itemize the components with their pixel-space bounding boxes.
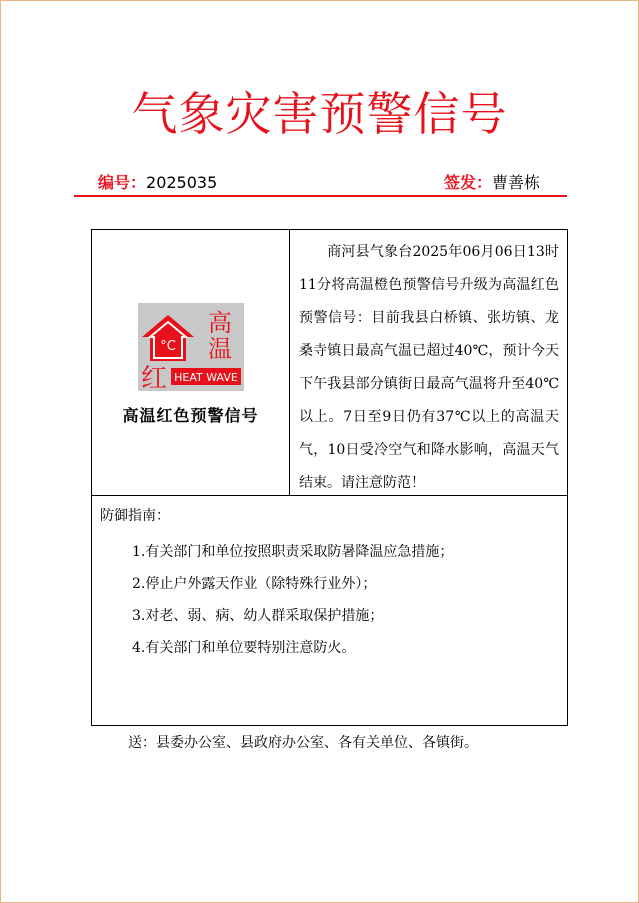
icon-char-high: 高: [208, 309, 232, 337]
recipients: 送：县委办公室、县政府办公室、各有关单位、各镇街。: [128, 735, 478, 751]
icon-char-red: 红: [140, 364, 168, 391]
issuer: [444, 170, 540, 193]
warning-table: [91, 229, 568, 726]
guidance-item: 4.有关部门和单位要特别注意防火。: [132, 640, 356, 656]
document-number: [98, 170, 217, 193]
bulletin-text: [299, 236, 559, 500]
guidance-item: 1.有关部门和单位按照职责采取防暑降温应急措施；: [132, 544, 454, 560]
meta-row: [98, 170, 540, 192]
table-divider-vertical: [289, 230, 290, 495]
icon-english: HEAT WAVE: [174, 371, 238, 384]
guidance-heading: 防御指南：: [100, 508, 170, 524]
signal-caption: 高温红色预警信号: [122, 406, 259, 425]
header-divider: [74, 195, 567, 197]
guidance-item: 2.停止户外露天作业（除特殊行业外）；: [132, 576, 377, 592]
issuer-value: 曹善栋: [491, 173, 540, 192]
bulletin-body: 商河县气象台2025年06月06日13时11分将高温橙色预警信号升级为高温红色预警信号：目前我县白桥镇、张坊镇、龙桑寺镇日最高气温已超过40℃，预计今天下午我县部分镇街日最高气温将升至40℃以上。7日至9日仍有37℃以上的高温天气，10日受冷空气和降水影响，高温天气结束。请注意防范！: [299, 244, 559, 491]
number-label: 编号：: [98, 173, 147, 192]
heat-wave-red-signal-icon: [138, 303, 244, 391]
number-value: 2025035: [146, 173, 218, 192]
defense-guidance: [100, 505, 560, 656]
signal-cell: [92, 230, 289, 495]
icon-celsius: °C: [160, 339, 176, 354]
guidance-item: 3.对老、弱、病、幼人群采取保护措施；: [132, 608, 384, 624]
page-title: 气象灾害预警信号: [131, 87, 508, 141]
issuer-label: 签发：: [443, 173, 492, 192]
icon-char-temp: 温: [208, 335, 232, 363]
